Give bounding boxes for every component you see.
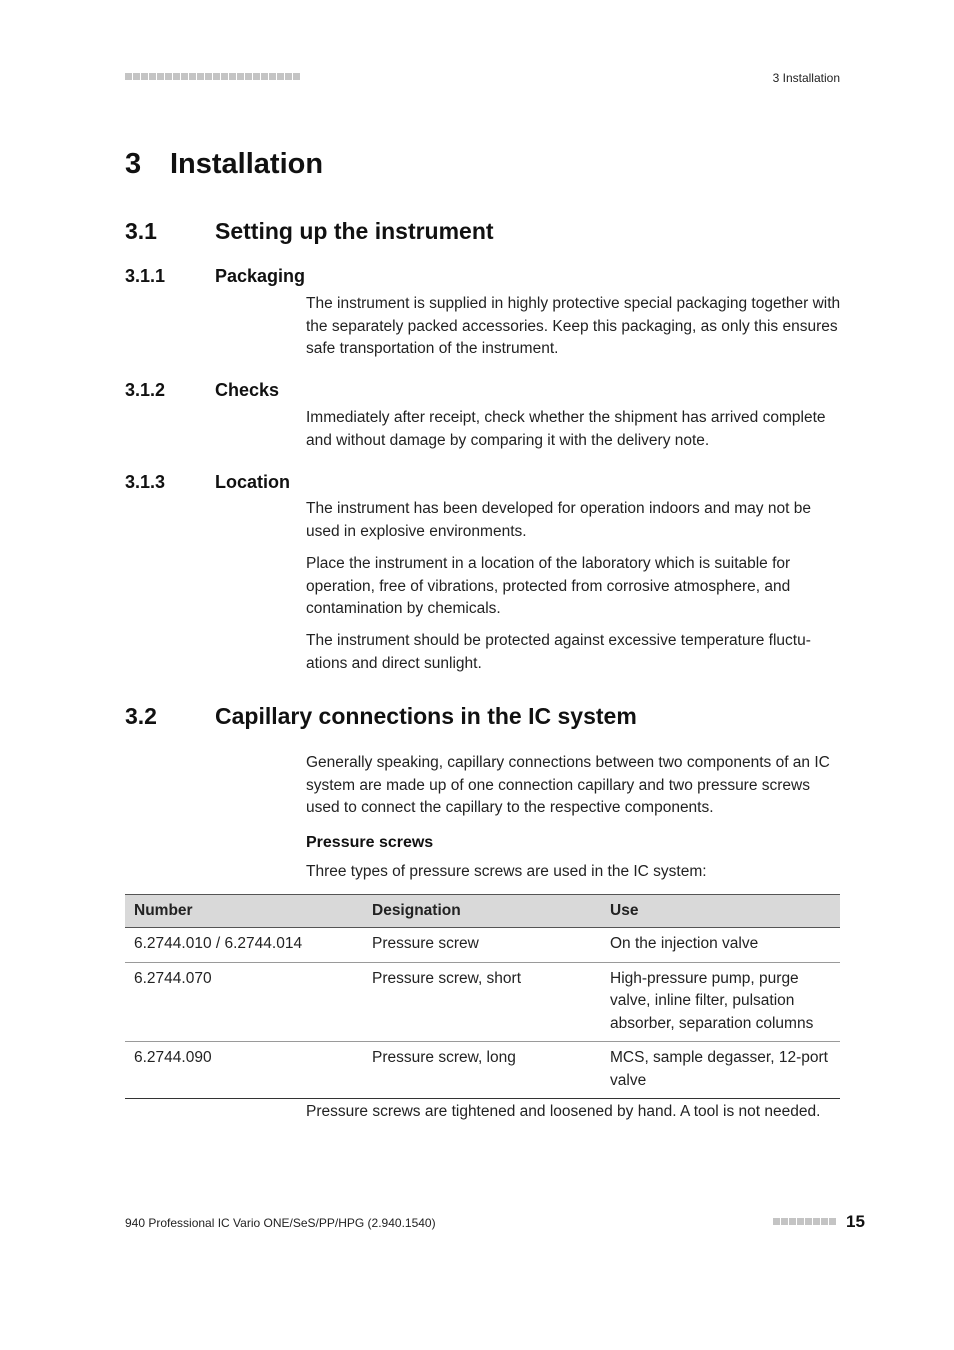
subsection-heading-3-1-1 bbox=[125, 266, 305, 287]
section-heading-3-2 bbox=[125, 703, 637, 730]
decoration-square bbox=[829, 1218, 836, 1225]
footer-document-title: 940 Professional IC Vario ONE/SeS/PP/HPG (2.940.1540) bbox=[125, 1216, 436, 1230]
location-paragraph-2: Place the instrument in a location of the laboratory which is suitable for operation, free of vibrations, protected from corrosive atmosphere, and contamination by chemicals. bbox=[306, 555, 791, 617]
cell-use: High-pressure pump, purge valve, inline filter, pulsation absorber, separation columns bbox=[601, 962, 840, 1042]
location-paragraph-3: The instrument should be protected against excessive temperature fluctuations and direct sunlight. bbox=[306, 632, 811, 672]
decoration-square bbox=[261, 73, 268, 80]
cell-number: 6.2744.070 bbox=[125, 962, 363, 1042]
decoration-square bbox=[213, 73, 220, 80]
chapter-number: 3 bbox=[125, 148, 142, 180]
chapter-title bbox=[125, 148, 323, 181]
packaging-paragraph: The instrument is supplied in highly protective special packaging together with the separately packed accessories. Keep this packaging, as only this ensures safe transportation of the instrument. bbox=[306, 295, 841, 357]
header-decoration bbox=[125, 73, 300, 80]
decoration-square bbox=[197, 73, 204, 80]
decoration-square bbox=[821, 1218, 828, 1225]
decoration-square bbox=[293, 73, 300, 80]
subsection-heading-3-1-2 bbox=[125, 380, 279, 401]
section-number: 3.1 bbox=[125, 218, 157, 244]
decoration-square bbox=[221, 73, 228, 80]
decoration-square bbox=[205, 73, 212, 80]
table-header-row bbox=[125, 895, 840, 928]
column-header-use: Use bbox=[601, 895, 840, 928]
subsection-number: 3.1.2 bbox=[125, 380, 166, 400]
decoration-square bbox=[173, 73, 180, 80]
decoration-square bbox=[237, 73, 244, 80]
decoration-square bbox=[285, 73, 292, 80]
decoration-square bbox=[181, 73, 188, 80]
column-header-designation: Designation bbox=[363, 895, 601, 928]
subsection-number: 3.1.3 bbox=[125, 472, 166, 492]
decoration-square bbox=[149, 73, 156, 80]
decoration-square bbox=[229, 73, 236, 80]
subsection-heading-3-1-3 bbox=[125, 472, 290, 493]
table-intro-paragraph: Three types of pressure screws are used in the IC system: bbox=[306, 863, 707, 880]
section-title: Setting up the instrument bbox=[215, 218, 494, 244]
section-number: 3.2 bbox=[125, 703, 157, 729]
decoration-square bbox=[253, 73, 260, 80]
decoration-square bbox=[781, 1218, 788, 1225]
section-heading-3-1 bbox=[125, 218, 494, 245]
cell-designation: Pressure screw, long bbox=[363, 1042, 601, 1099]
decoration-square bbox=[277, 73, 284, 80]
cell-designation: Pressure screw, short bbox=[363, 962, 601, 1042]
subsection-title: Packaging bbox=[215, 266, 306, 286]
decoration-square bbox=[797, 1218, 804, 1225]
decoration-square bbox=[269, 73, 276, 80]
cell-designation: Pressure screw bbox=[363, 928, 601, 963]
subsection-number: 3.1.1 bbox=[125, 266, 166, 286]
cell-use: On the injection valve bbox=[601, 928, 840, 963]
decoration-square bbox=[125, 73, 132, 80]
page-number: 15 bbox=[846, 1212, 865, 1231]
closing-paragraph: Pressure screws are tightened and loosened by hand. A tool is not needed. bbox=[306, 1103, 821, 1120]
location-paragraph-1: The instrument has been developed for operation indoors and may not be used in explosive environments. bbox=[306, 500, 811, 540]
subsection-title: Checks bbox=[215, 380, 280, 400]
running-header: 3 Installation bbox=[772, 71, 840, 85]
footer-decoration bbox=[773, 1218, 836, 1225]
decoration-square bbox=[133, 73, 140, 80]
decoration-square bbox=[157, 73, 164, 80]
cell-number: 6.2744.010 / 6.2744.014 bbox=[125, 928, 363, 963]
decoration-square bbox=[805, 1218, 812, 1225]
cell-number: 6.2744.090 bbox=[125, 1042, 363, 1099]
table-row bbox=[125, 962, 840, 1042]
decoration-square bbox=[773, 1218, 780, 1225]
decoration-square bbox=[245, 73, 252, 80]
subsection-title: Location bbox=[215, 472, 290, 492]
decoration-square bbox=[189, 73, 196, 80]
cell-use: MCS, sample degasser, 12-port valve bbox=[601, 1042, 840, 1099]
pressure-screws-subheading: Pressure screws bbox=[306, 834, 434, 851]
decoration-square bbox=[789, 1218, 796, 1225]
pressure-screws-table bbox=[125, 894, 840, 1099]
checks-paragraph: Immediately after receipt, check whether the shipment has arrived complete and without damage by comparing it with the delivery note. bbox=[306, 409, 826, 449]
decoration-square bbox=[165, 73, 172, 80]
chapter-title-text: Installation bbox=[170, 148, 324, 180]
section-title: Capillary connections in the IC system bbox=[215, 703, 637, 729]
table-row bbox=[125, 928, 840, 963]
column-header-number: Number bbox=[125, 895, 363, 928]
table-row bbox=[125, 1042, 840, 1099]
decoration-square bbox=[813, 1218, 820, 1225]
decoration-square bbox=[141, 73, 148, 80]
capillary-intro-paragraph: Generally speaking, capillary connections between two components of an IC system are made up of one connection capillary and two pressure screws used to connect the capillary to the respective components. bbox=[306, 754, 830, 816]
